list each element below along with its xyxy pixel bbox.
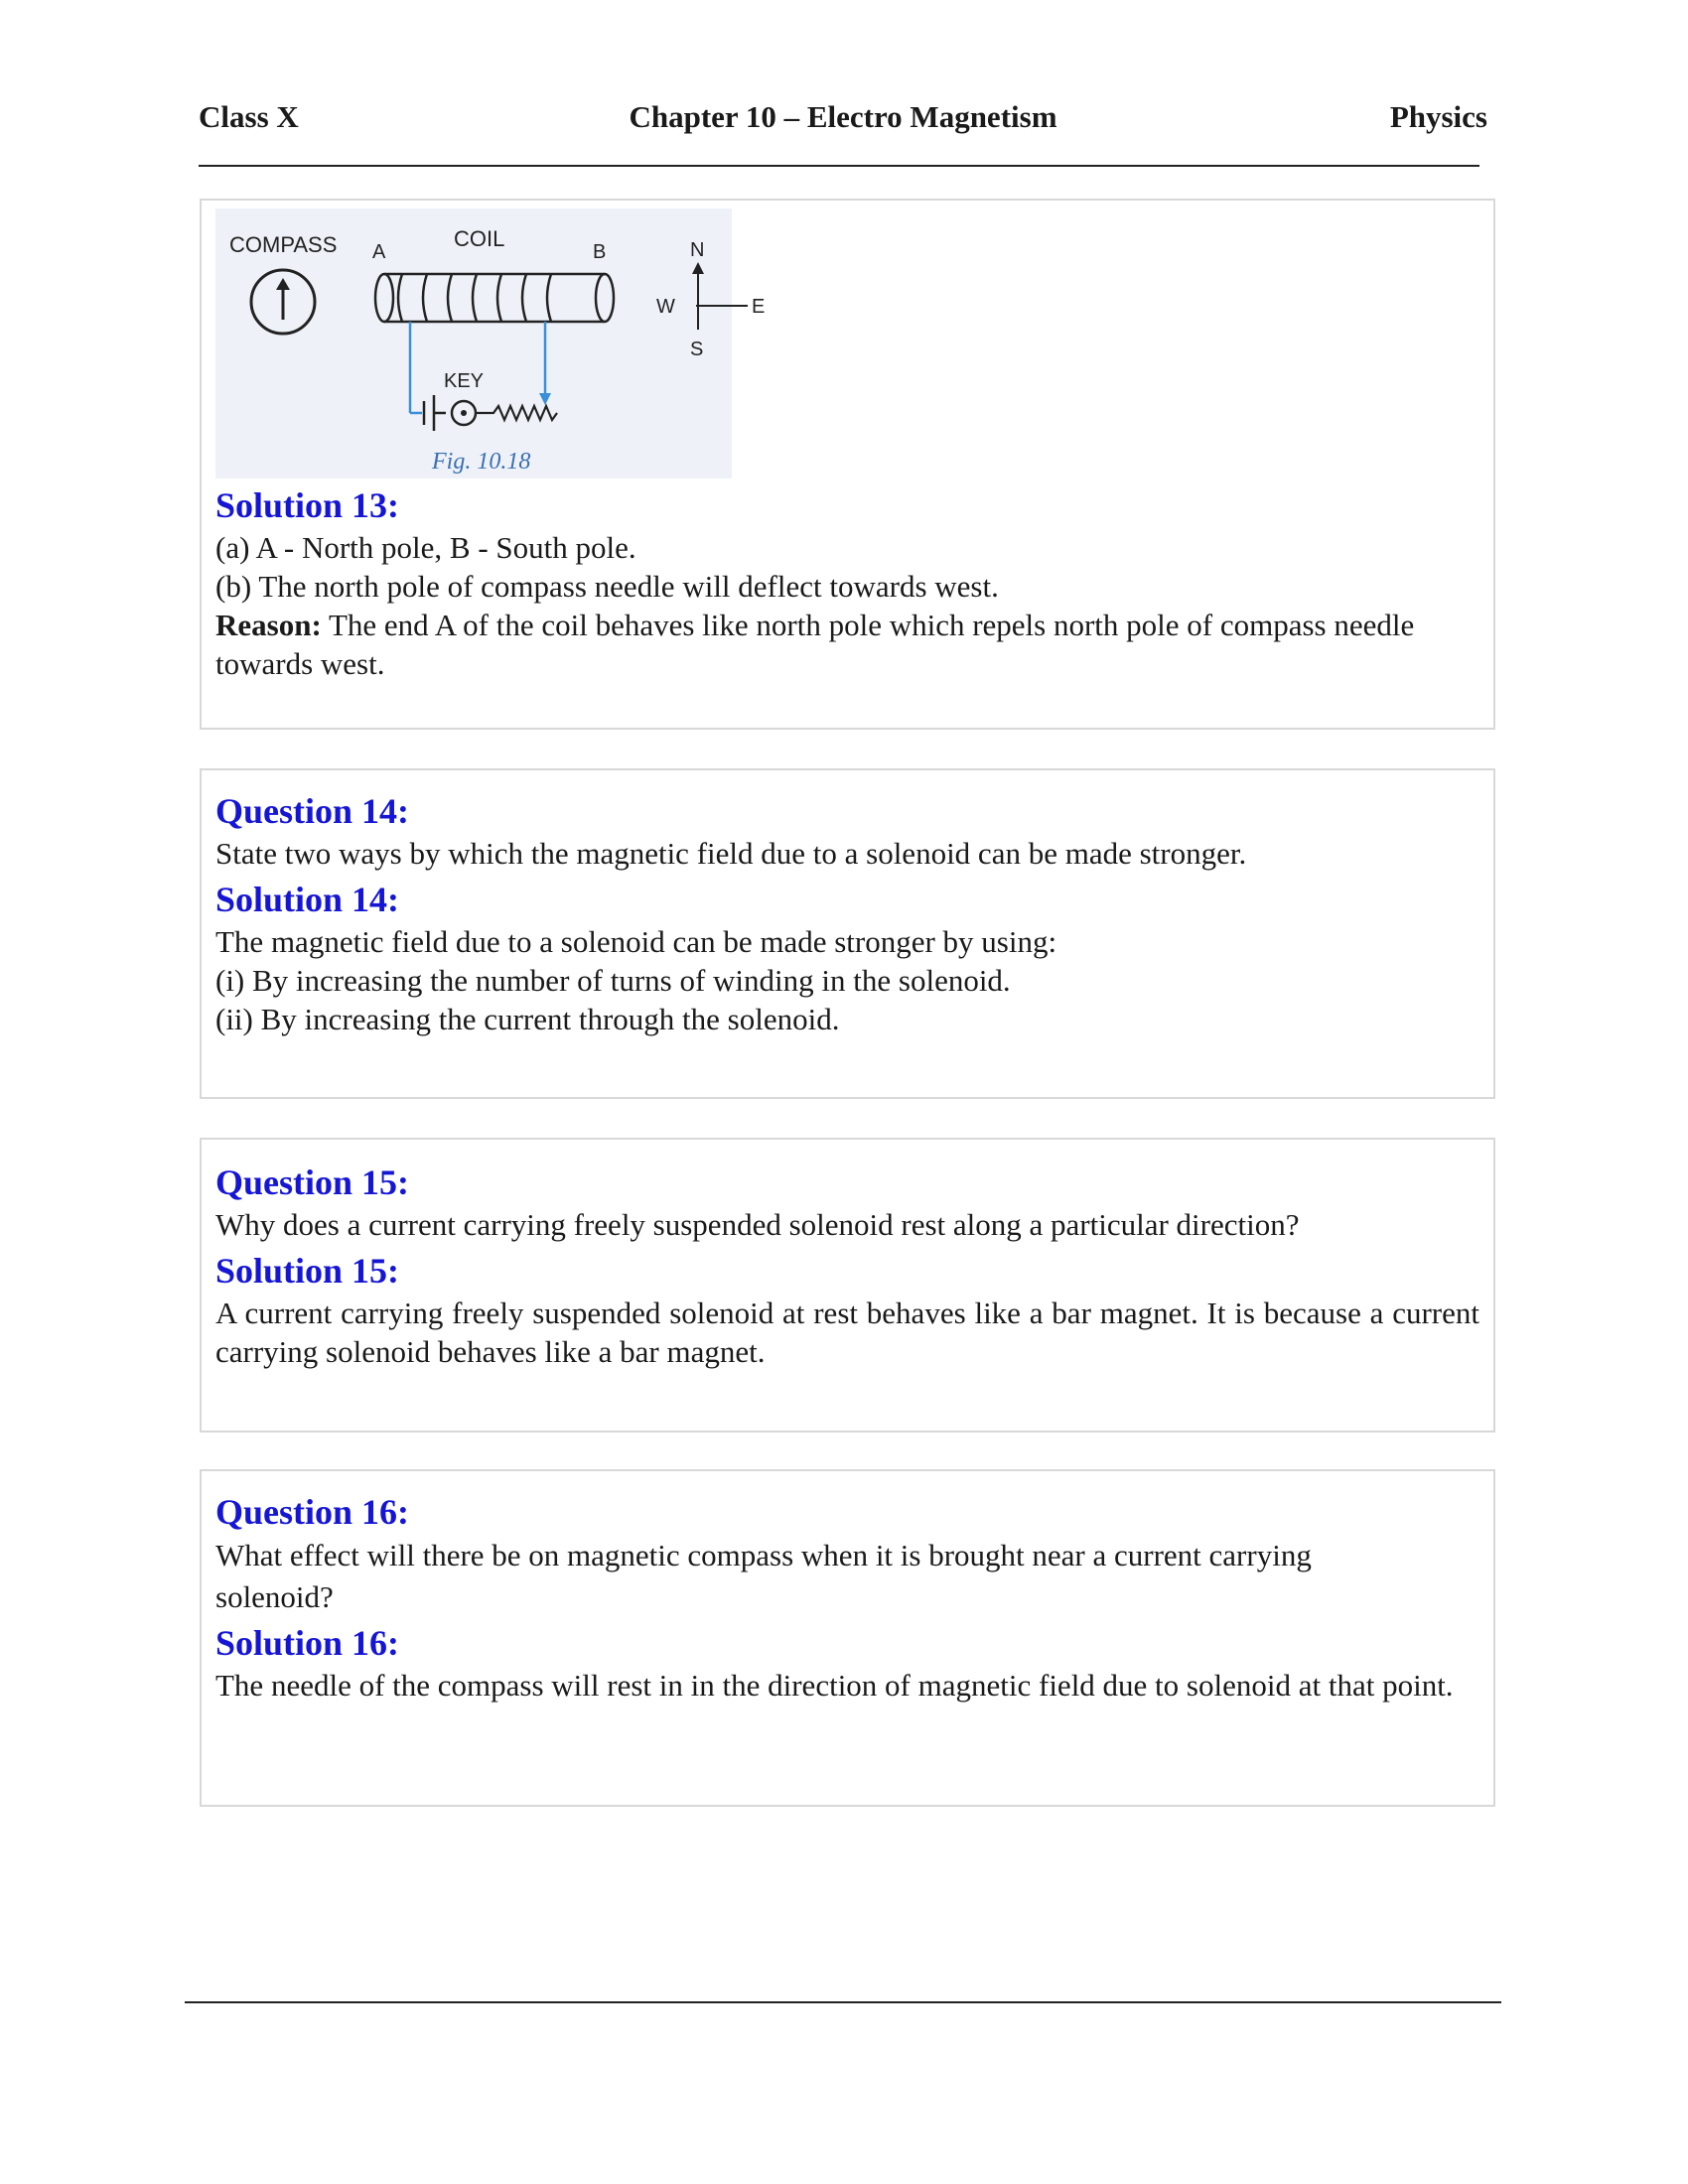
solution-14-intro: The magnetic field due to a solenoid can be made stronger by using: bbox=[215, 924, 1057, 959]
figure-drawing bbox=[215, 208, 970, 478]
question-15-heading: Question 15: bbox=[215, 1162, 410, 1202]
west-label: W bbox=[656, 296, 675, 318]
solution-16-answer: The needle of the compass will rest in in the direction of magnetic field due to solenoid at that point. bbox=[215, 1668, 1454, 1703]
solution-13-heading: Solution 13: bbox=[215, 485, 400, 525]
coil-label: COIL bbox=[454, 226, 505, 251]
solution-13-line-b: (b) The north pole of compass needle will deflect towards west. bbox=[215, 569, 999, 604]
key-label: KEY bbox=[444, 370, 485, 392]
solution-13-reason bbox=[215, 606, 1479, 683]
battery-icon bbox=[424, 395, 446, 431]
page-header bbox=[199, 99, 1487, 139]
question-14-text: State two ways by which the magnetic field due to a solenoid can be made stronger. bbox=[215, 836, 1247, 871]
header-class: Class X bbox=[199, 99, 299, 134]
wire-arrow bbox=[539, 393, 551, 405]
north-label: N bbox=[690, 239, 705, 261]
solution-13-line-a: (a) A - North pole, B - South pole. bbox=[215, 530, 636, 565]
rheostat-icon bbox=[476, 406, 557, 420]
coil-compass-figure bbox=[215, 208, 766, 478]
header-divider bbox=[199, 165, 1479, 167]
coil-end-a-label: A bbox=[372, 241, 386, 263]
south-label: S bbox=[690, 339, 704, 360]
footer-divider bbox=[185, 2001, 1501, 2003]
solution-15-heading: Solution 15: bbox=[215, 1251, 400, 1291]
east-label: E bbox=[752, 296, 766, 318]
circuit-wires bbox=[410, 322, 545, 413]
reason-label: Reason: bbox=[215, 608, 322, 642]
solution-15-answer: A current carrying freely suspended solenoid at rest behaves like a bar magnet. It is because a current carrying solenoid behaves like a bar magnet. bbox=[215, 1296, 1479, 1369]
reason-text: The end A of the coil behaves like north pole which repels north pole of compass needle towards west. bbox=[215, 608, 1415, 681]
solution-14-heading: Solution 14: bbox=[215, 880, 400, 919]
header-subject: Physics bbox=[1389, 99, 1487, 134]
question-16-heading: Question 16: bbox=[215, 1492, 410, 1532]
figure-caption: Fig. 10.18 bbox=[432, 449, 531, 475]
coil-end-b-label: B bbox=[593, 241, 607, 263]
question-16-text: What effect will there be on magnetic compass when it is brought near a current carrying solenoid? bbox=[215, 1538, 1312, 1614]
compass-needle-tip bbox=[276, 278, 290, 290]
solution-13-box bbox=[200, 199, 1495, 730]
direction-compass-icon bbox=[692, 262, 748, 330]
question-14-box bbox=[200, 768, 1495, 1099]
solution-16-heading: Solution 16: bbox=[215, 1623, 400, 1663]
question-15-text: Why does a current carrying freely suspended solenoid rest along a particular direction? bbox=[215, 1207, 1300, 1242]
solution-14-point-2: (ii) By increasing the current through the solenoid. bbox=[215, 1002, 840, 1036]
header-chapter: Chapter 10 – Electro Magnetism bbox=[629, 99, 1057, 134]
solution-14-point-1: (i) By increasing the number of turns of winding in the solenoid. bbox=[215, 963, 1011, 998]
question-15-box bbox=[200, 1138, 1495, 1433]
question-14-heading: Question 14: bbox=[215, 791, 410, 831]
question-16-box bbox=[200, 1469, 1495, 1807]
compass-label: COMPASS bbox=[229, 232, 338, 257]
key-dot bbox=[461, 410, 467, 416]
solenoid-coil bbox=[375, 274, 614, 322]
